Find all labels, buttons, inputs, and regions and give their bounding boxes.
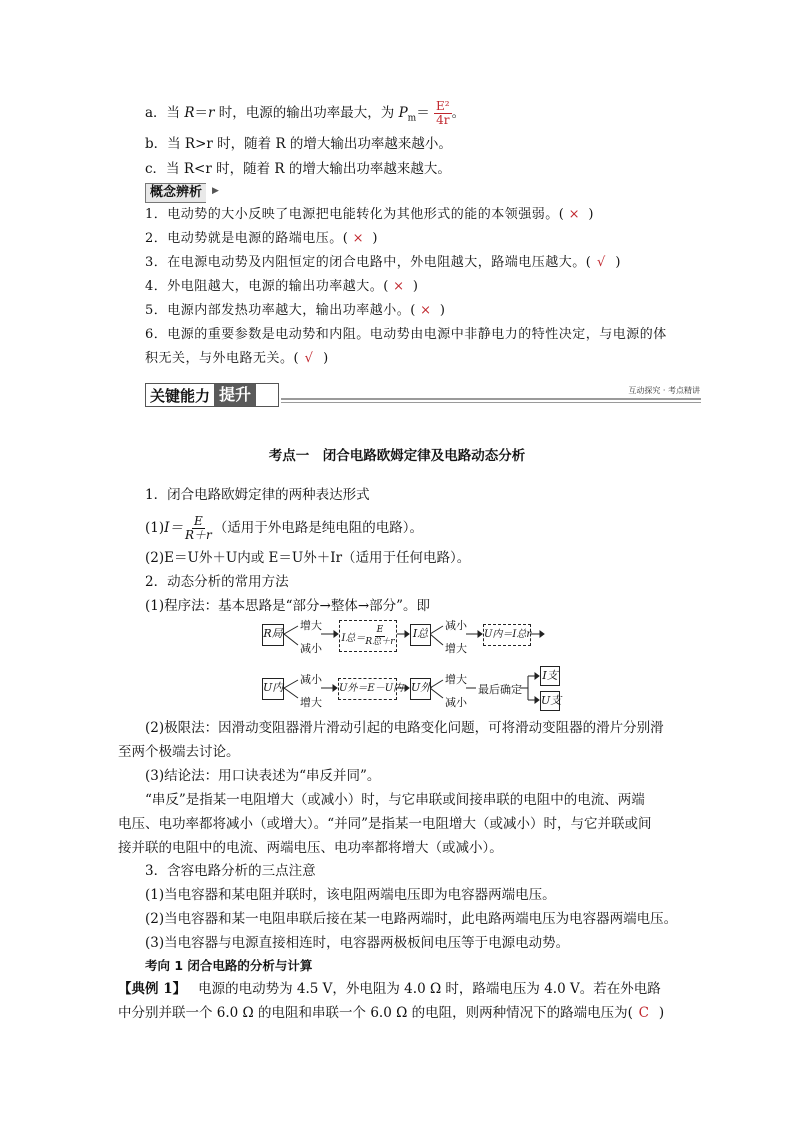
item-a: a．当 R＝r 时，电源的输出功率最大，为 $P_m=$ $\frac{\text{E²}}{4r}$ 。 — [145, 99, 466, 127]
u-inner-start-box: U内 — [262, 678, 284, 700]
example-line-2: 中分别并联一个 6.0 Ω 的电阻和串联一个 6.0 Ω 的电阻，则两种情况下的路端电压为( C ) — [118, 1005, 665, 1021]
section-bar — [145, 383, 700, 407]
concept-item-6-cont: 积无关，与外电路无关。( √ ) — [145, 351, 329, 366]
u-outer-box: U外 — [410, 678, 431, 700]
concept-item-4: 4．外电阻越大，电源的输出功率越大。( × ) — [145, 279, 419, 294]
item-b: b．当 R>r 时，随着 R 的增大输出功率越来越小。 — [145, 136, 452, 152]
p3-heading: 3．含容电路分析的三点注意 — [145, 863, 316, 879]
example-label: 【典例 1】 — [118, 981, 187, 997]
p3-item-3: (3)当电容器与电源直接相连时，电容器两极板间电压等于电源电动势。 — [145, 935, 570, 951]
concept-item-6: 6．电源的重要参数是电动势和内阻。电动势由电源中非静电力的特性决定，与电源的体 — [145, 327, 667, 342]
concept-item-3: 3．在电源电动势及内阻恒定的闭合电路中，外电阻越大，路端电压越大。( √ ) — [145, 255, 621, 270]
p1-heading: 1．闭合电路欧姆定律的两种表达形式 — [145, 487, 370, 503]
concept-arrow-icon: ▶ — [212, 186, 219, 196]
r1-up-label: 增大 — [300, 619, 322, 632]
p3-item-1: (1)当电容器和某电阻并联时，该电阻两端电压即为电容器两端电压。 — [145, 887, 556, 903]
p1-item-2: (2)E＝U外＋U内或 E＝U外＋Ir（适用于任何电路）。 — [145, 550, 471, 566]
p1-item-1: (1) I＝ $\frac{E}{R+r}$ （适用于外电路是纯电阻的电路）。 — [145, 513, 423, 542]
r2-up2-label: 增大 — [445, 673, 467, 686]
p3-item-2: (2)当电容器和某一电阻串联后接在某一电路两端时，此电路两端电压为电容器两端电压。 — [145, 911, 678, 927]
r1-formula-box: I总＝ $\frac{E}{\text{R总＋r}}$ — [339, 620, 397, 652]
max-power-fraction: $\frac{\text{E²}}{4r}$ — [436, 99, 450, 127]
p2-heading: 2．动态分析的常用方法 — [145, 574, 289, 590]
example-answer: C — [638, 1005, 650, 1021]
concept-label: 概念辨析 — [145, 183, 206, 203]
u-inner-box: U内＝I总r — [483, 624, 531, 646]
topic-title: 考点一 闭合电路欧姆定律及电路动态分析 — [268, 448, 526, 464]
direction-heading: 考向 1 闭合电路的分析与计算 — [145, 958, 313, 973]
r1-down2-label: 增大 — [445, 642, 467, 655]
r-local-box: R局 — [262, 624, 284, 646]
item-c: c．当 R<r 时，随着 R 的增大输出功率越来越大。 — [145, 161, 451, 177]
r2-formula-box: U外＝E－U内 — [338, 678, 397, 700]
r2-finally-label: 最后确定 — [478, 683, 522, 696]
p2-item-2b: 至两个极端去讨论。 — [118, 744, 240, 760]
r2-up-label: 减小 — [300, 673, 322, 686]
p2-item-3c: 接并联的电阻中的电流、两端电压、电功率都将增大（或减小）。 — [118, 840, 503, 856]
example-line-1: 【典例 1】 电源的电动势为 4.5 V，外电阻为 4.0 Ω 时，路端电压为 4.0 V。若在外电路 — [118, 981, 661, 997]
section-title: 关键能力 提升 — [145, 383, 279, 407]
r1-up2-label: 减小 — [445, 619, 467, 632]
r2-down2-label: 减小 — [445, 696, 467, 709]
i-total-box: I总 — [410, 624, 431, 646]
p2-item-2a: (2)极限法：因滑动变阻器滑片滑动引起的电路变化问题，可将滑动变阻器的滑片分别滑 — [145, 720, 664, 736]
r1-down-label: 减小 — [300, 642, 322, 655]
p2-item-3a: “串反”是指某一电阻增大（或减小）时，与它串联或间接串联的电阻中的电流、两端 — [145, 792, 645, 808]
concept-item-5: 5．电源内部发热功率越大，输出功率越小。( × ) — [145, 303, 446, 318]
p2-item-1: (1)程序法：基本思路是“部分→整体→部分”。即 — [145, 598, 431, 614]
concept-item-1: 1．电动势的大小反映了电源把电能转化为其他形式的能的本领强弱。( × ) — [145, 207, 594, 222]
u-branch-box: U支 — [540, 691, 560, 711]
i-branch-box: I支 — [540, 666, 560, 686]
p2-item-3: (3)结论法：用口诀表述为“串反并同”。 — [145, 768, 381, 784]
concept-item-2: 2．电动势就是电源的路端电压。( × ) — [145, 231, 378, 246]
p2-item-3b: 电压、电功率都将减小（或增大）。“并同”是指某一电阻增大（或减小）时，与它并联或间 — [118, 816, 652, 832]
section-tag: 互动探究 · 考点精讲 — [624, 385, 700, 396]
r2-down-label: 增大 — [300, 696, 322, 709]
